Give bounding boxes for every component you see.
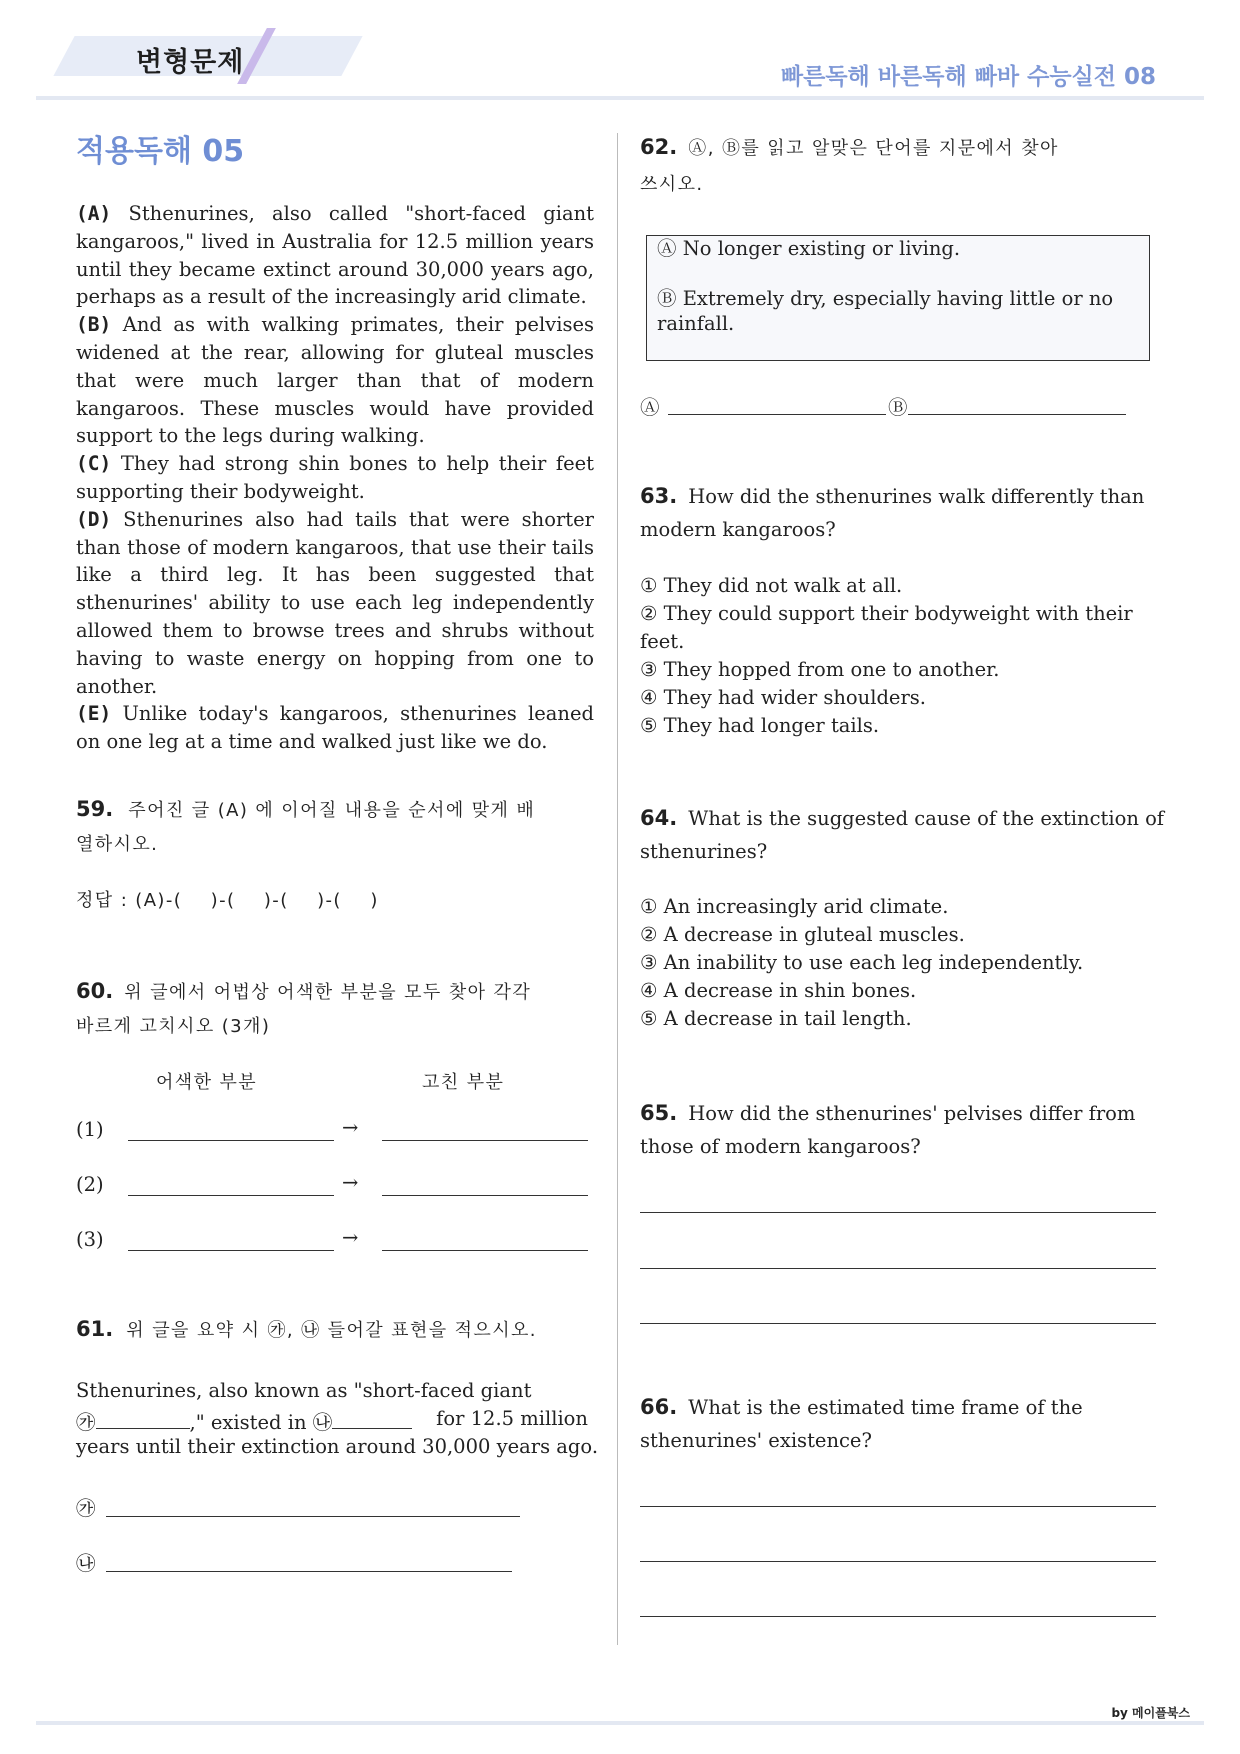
summary-line-3: years until their extinction around 30,000 years ago. xyxy=(76,1435,599,1458)
footer-credit: by 메이플북스 xyxy=(1111,1706,1190,1720)
choice-2-continued: feet. xyxy=(640,630,685,653)
paragraph-a xyxy=(76,200,594,311)
question-number: 59. xyxy=(76,797,114,821)
answer-line-a[interactable] xyxy=(106,1516,520,1517)
paragraph-label: (D) xyxy=(76,507,112,531)
answer-line-fixed-3[interactable] xyxy=(382,1250,588,1251)
row-label-1: (1) xyxy=(76,1118,104,1141)
question-text: 주어진 글 (A) 에 이어질 내용을 순서에 맞게 배 xyxy=(128,800,536,821)
answer-line-1[interactable] xyxy=(640,1506,1156,1507)
answer-line-1[interactable] xyxy=(640,1212,1156,1213)
choice-2[interactable]: ② They could support their bodyweight with their xyxy=(640,602,1133,625)
question-64 xyxy=(640,806,1164,830)
question-text: How did the sthenurines' pelvises differ from xyxy=(688,1102,1136,1125)
question-62-line2: 쓰시오. xyxy=(640,174,704,195)
answer-line-fixed-1[interactable] xyxy=(382,1140,588,1141)
arrow-1: → xyxy=(342,1116,359,1139)
answer-mark-b: Ⓑ xyxy=(888,396,908,419)
footer-rule xyxy=(36,1721,1204,1725)
summary-mark-b: ㉯ xyxy=(312,1411,333,1434)
answer-line-2[interactable] xyxy=(640,1561,1156,1562)
header-badge: 변형문제 xyxy=(136,47,245,78)
question-63 xyxy=(640,484,1144,508)
paragraph-text: Sthenurines also had tails that were shorter than those of modern kangaroos, that use their tails like a third leg. It has been suggested that sthenurines' ability to use each leg independently allowed them to browse trees and shrubs without having to waste energy on hopping from one to another. xyxy=(76,507,594,698)
question-59 xyxy=(76,796,535,822)
summary-line-2 xyxy=(76,1407,588,1435)
row-label-2: (2) xyxy=(76,1173,104,1196)
choice-5[interactable]: ⑤ They had longer tails. xyxy=(640,714,880,737)
paragraph-b xyxy=(76,311,594,450)
question-text: Ⓐ, Ⓑ를 읽고 알맞은 단어를 지문에서 찾아 xyxy=(688,138,1059,159)
question-text: What is the suggested cause of the extinction of xyxy=(688,807,1165,830)
definition-b: Ⓑ Extremely dry, especially having little or no rainfall. xyxy=(657,287,1114,335)
answer-line-wrong-3[interactable] xyxy=(128,1250,334,1251)
choice-5[interactable]: ⑤ A decrease in tail length. xyxy=(640,1007,912,1030)
paragraph-label: (B) xyxy=(76,313,112,337)
choice-3[interactable]: ③ They hopped from one to another. xyxy=(640,658,1000,681)
summary-blank-a[interactable] xyxy=(96,1410,190,1429)
section-title: 적용독해 05 xyxy=(76,134,245,169)
answer-line-wrong-1[interactable] xyxy=(128,1140,334,1141)
summary-mark-a: ㉮ xyxy=(76,1411,96,1434)
answer-line-fixed-2[interactable] xyxy=(382,1195,588,1196)
definition-a: Ⓐ No longer existing or living. xyxy=(657,237,961,260)
question-text: How did the sthenurines walk differently than xyxy=(688,485,1145,508)
answer-order: 정답 : (A)-( )-( )-( )-( ) xyxy=(76,890,379,911)
arrow-2: → xyxy=(342,1171,359,1194)
answer-choices xyxy=(640,572,1133,740)
answer-line-2[interactable] xyxy=(640,1268,1156,1269)
choice-4[interactable]: ④ They had wider shoulders. xyxy=(640,686,926,709)
question-text: What is the estimated time frame of the xyxy=(688,1396,1083,1419)
answer-line-wrong-2[interactable] xyxy=(128,1195,334,1196)
paragraph-e xyxy=(76,700,594,756)
question-number: 62. xyxy=(640,135,678,159)
question-number: 65. xyxy=(640,1101,678,1125)
paragraph-text: They had strong shin bones to help their feet supporting their bodyweight. xyxy=(76,452,594,503)
answer-line-a[interactable] xyxy=(668,414,886,415)
question-text: 위 글에서 어법상 어색한 부분을 모두 찾아 각각 xyxy=(124,982,532,1003)
answer-line-3[interactable] xyxy=(640,1323,1156,1324)
column-header-fixed: 고친 부분 xyxy=(422,1072,505,1093)
question-64-line2: sthenurines? xyxy=(640,840,768,863)
choice-1[interactable]: ① They did not walk at all. xyxy=(640,574,903,597)
column-header-wrong: 어색한 부분 xyxy=(156,1072,258,1093)
question-60-line2: 바르게 고치시오 (3개) xyxy=(76,1016,271,1037)
paragraph-text: Unlike today's kangaroos, sthenurines leaned on one leg at a time and walked just like we do. xyxy=(76,702,594,754)
question-66-line2: sthenurines' existence? xyxy=(640,1429,872,1452)
paragraph-text: Sthenurines, also called "short-faced giant kangaroos," lived in Australia for 12.5 million years until they became extinct around 30,000 years ago, perhaps as a result of the increasingly arid climate. xyxy=(76,202,594,309)
choice-3[interactable]: ③ An inability to use each leg independently. xyxy=(640,951,1084,974)
question-60 xyxy=(76,978,531,1004)
paragraph-text: And as with walking primates, their pelvises widened at the rear, allowing for gluteal muscles that were much larger than that of modern kangaroos. These muscles would have provided support to the legs during walking. xyxy=(76,313,594,448)
question-number: 66. xyxy=(640,1395,678,1419)
summary-text: ," existed in xyxy=(189,1411,313,1434)
reading-passage xyxy=(76,200,594,756)
header-title: 빠른독해 바른독해 빠바 수능실전 08 xyxy=(780,64,1156,90)
paragraph-label: (A) xyxy=(76,202,112,225)
answer-mark-a: Ⓐ xyxy=(640,396,660,419)
choice-1[interactable]: ① An increasingly arid climate. xyxy=(640,895,949,918)
question-62 xyxy=(640,134,1059,160)
paragraph-d xyxy=(76,506,594,701)
answer-line-b[interactable] xyxy=(106,1571,512,1572)
question-63-line2: modern kangaroos? xyxy=(640,518,836,541)
definition-box xyxy=(646,235,1150,361)
choice-4[interactable]: ④ A decrease in shin bones. xyxy=(640,979,917,1002)
question-number: 61. xyxy=(76,1317,114,1341)
summary-text-end: for 12.5 million xyxy=(436,1407,588,1430)
arrow-3: → xyxy=(342,1226,359,1249)
question-number: 64. xyxy=(640,806,678,830)
question-number: 60. xyxy=(76,979,114,1003)
question-number: 63. xyxy=(640,484,678,508)
summary-line-1: Sthenurines, also known as "short-faced giant xyxy=(76,1379,532,1402)
answer-mark-b: ㉯ xyxy=(76,1552,96,1575)
question-66 xyxy=(640,1395,1083,1419)
question-text: 위 글을 요약 시 ㉮, ㉯ 들어갈 표현을 적으시오. xyxy=(126,1320,537,1341)
row-label-3: (3) xyxy=(76,1228,104,1251)
answer-mark-a: ㉮ xyxy=(76,1497,96,1520)
question-65 xyxy=(640,1101,1135,1125)
question-65-line2: those of modern kangaroos? xyxy=(640,1135,921,1158)
paragraph-label: (E) xyxy=(76,702,112,726)
header-rule xyxy=(36,96,1204,100)
answer-line-b[interactable] xyxy=(908,414,1126,415)
question-61 xyxy=(76,1316,537,1342)
question-59-line2: 열하시오. xyxy=(76,834,159,855)
paragraph-label: (C) xyxy=(76,452,112,476)
choice-2[interactable]: ② A decrease in gluteal muscles. xyxy=(640,923,965,946)
summary-blank-b[interactable] xyxy=(332,1410,412,1429)
paragraph-c xyxy=(76,450,594,506)
answer-choices xyxy=(640,893,1083,1033)
answer-line-3[interactable] xyxy=(640,1616,1156,1617)
column-divider xyxy=(617,133,618,1645)
